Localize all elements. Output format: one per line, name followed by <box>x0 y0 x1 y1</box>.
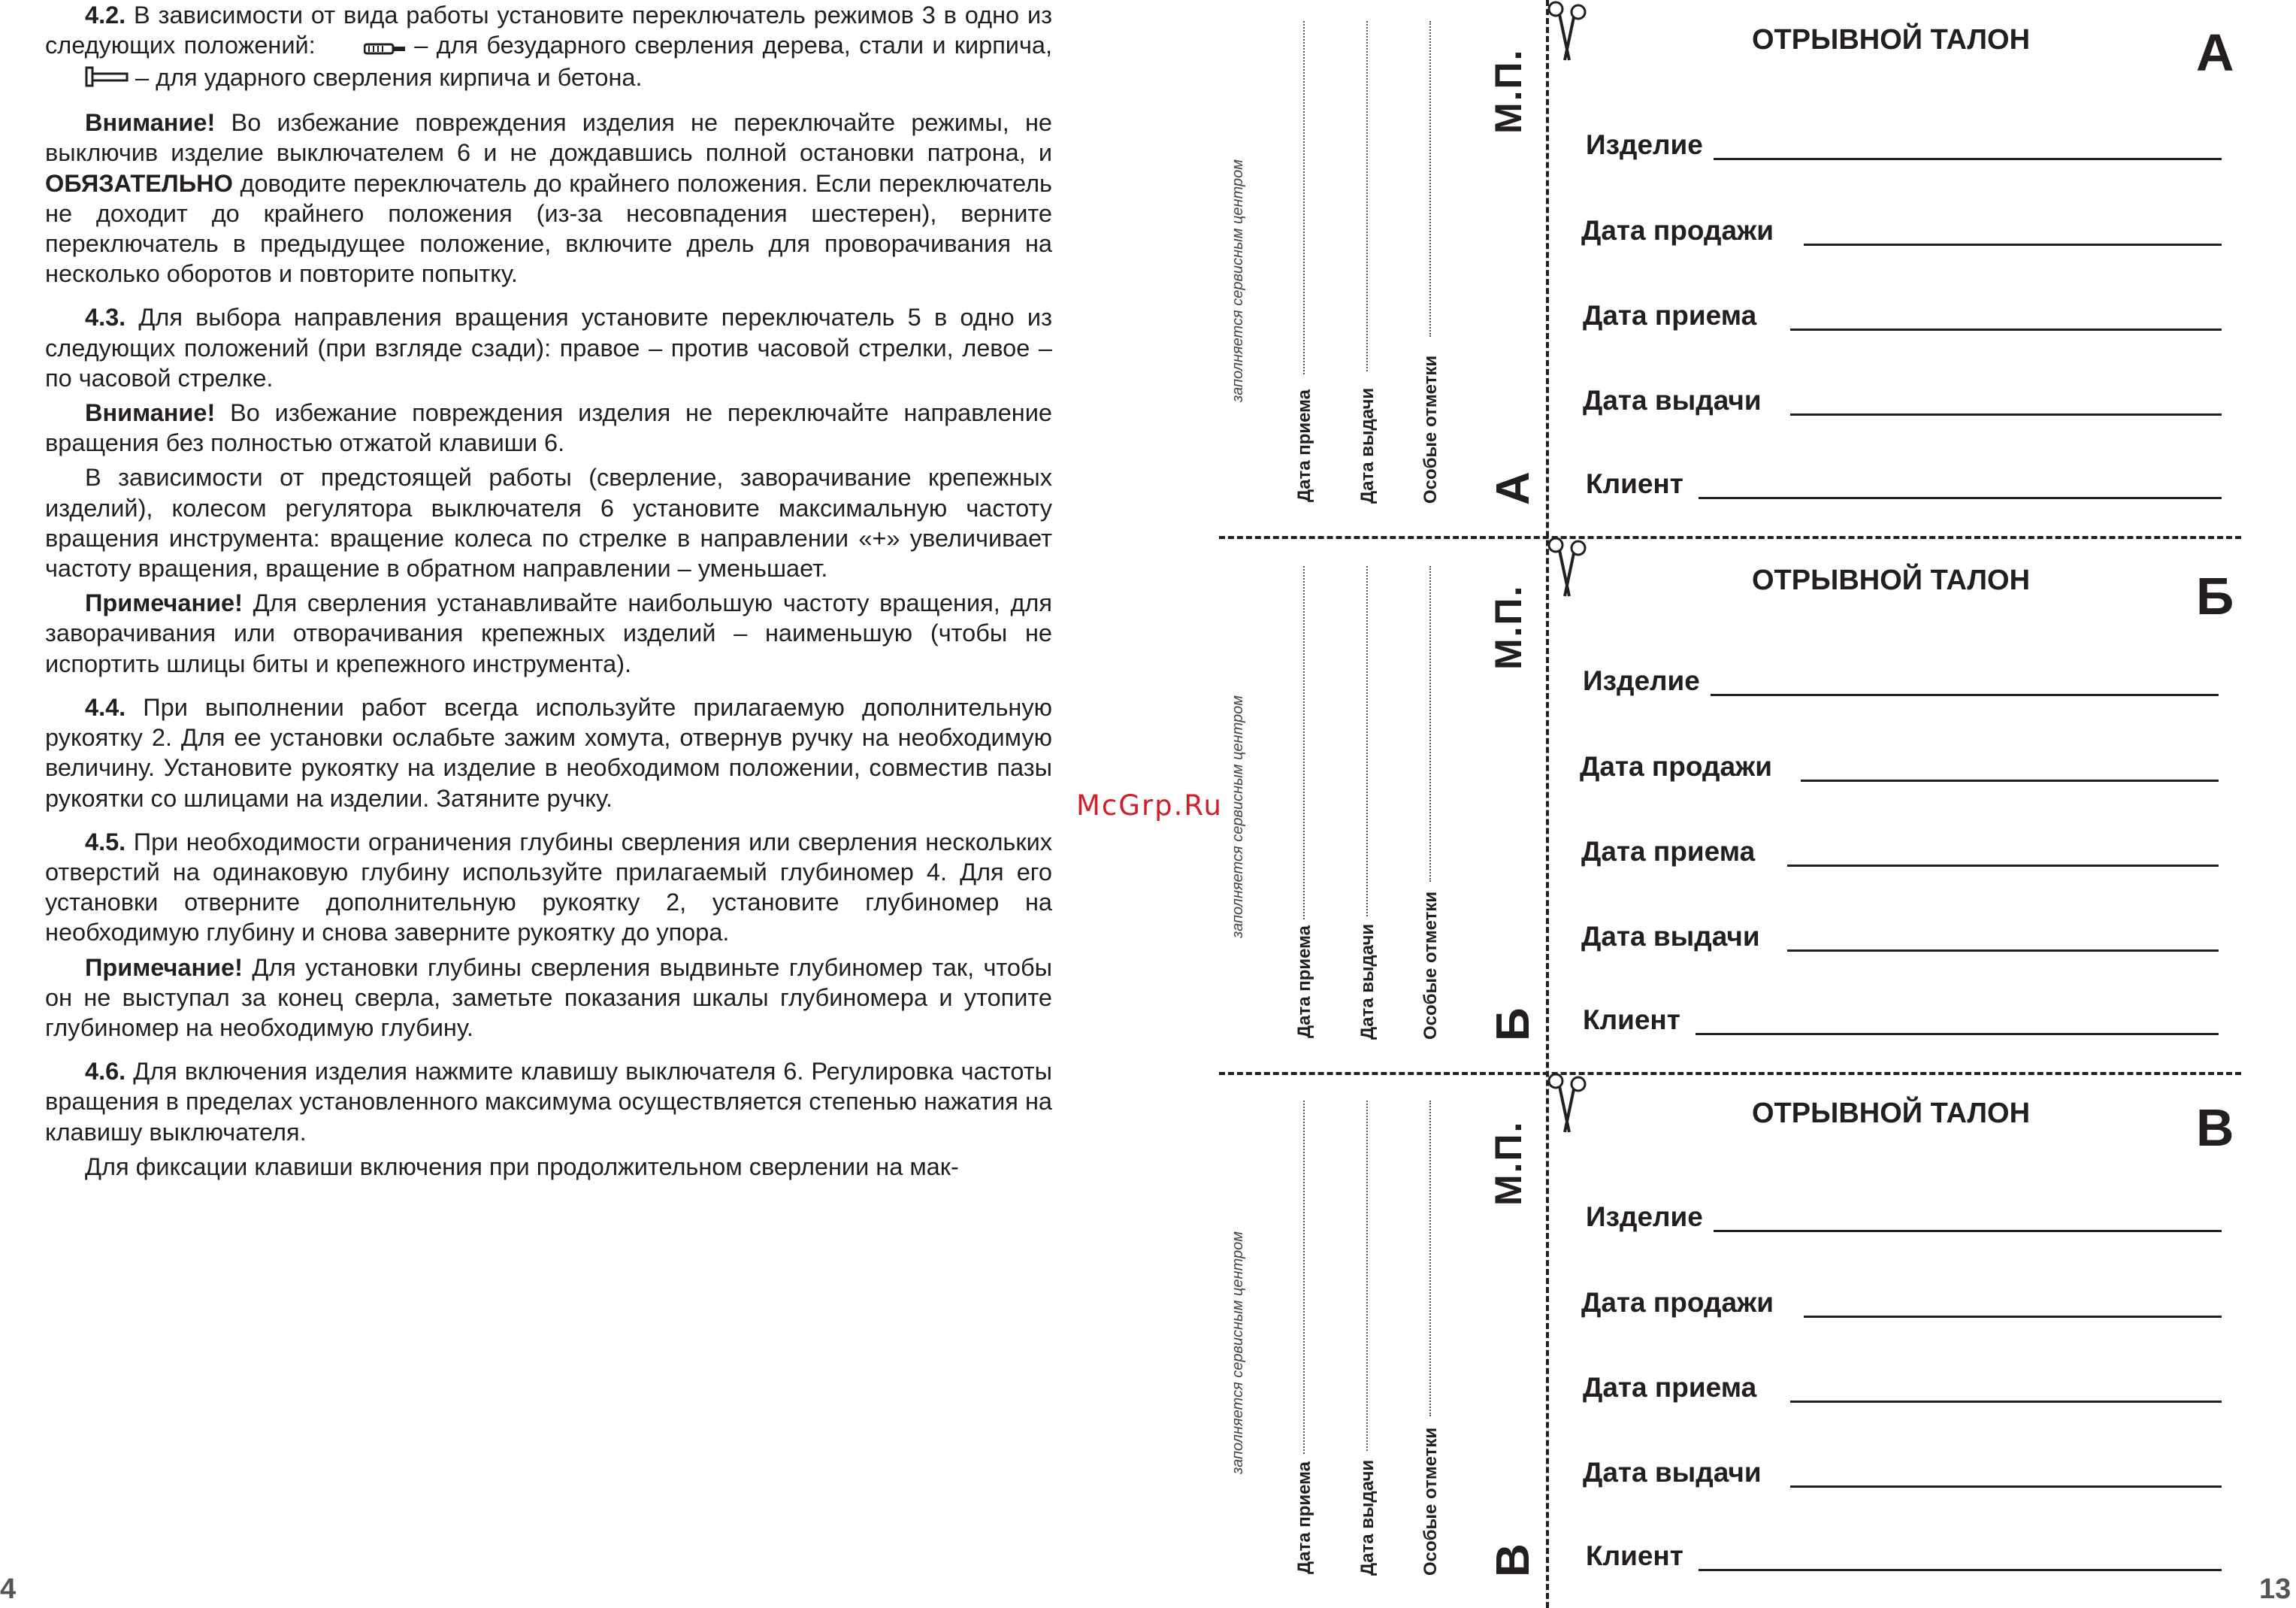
paragraph-text: Для выбора направления вращения установите переключатель 5 в одно из следующих положений (при взгляде сзади): правое – против часовой стрелки, левое – по часовой стрелке. <box>45 304 1052 392</box>
field-sale-date-label: Дата продажи <box>1581 1287 1774 1318</box>
page-number-right: 13 <box>2259 1573 2291 1605</box>
stub-receive-date: Дата приема <box>1294 1461 1314 1574</box>
stub-letter: А <box>1487 471 1539 505</box>
paragraph-note-2 <box>45 952 1052 1043</box>
field-receive-date-line <box>1787 865 2219 867</box>
section-number: 4.4. <box>85 693 126 721</box>
paragraph-text: Во избежание повреждения изделия не переключайте направление вращения без полностью отжатой клавиши 6. <box>45 399 1052 457</box>
stub-service-note: заполняется сервисным центром <box>1230 695 1246 938</box>
coupon-letter: А <box>2196 23 2234 82</box>
paragraph-lock <box>45 1152 1052 1182</box>
paragraph-note-1 <box>45 588 1052 679</box>
paragraph-4-2 <box>45 0 1052 94</box>
stamp-placeholder: М.П. <box>1487 1120 1529 1206</box>
note-label: Примечание! <box>85 589 243 617</box>
field-sale-date-line <box>1804 244 2222 246</box>
paragraph-text: доводите переключатель до крайнего положения. Если переключатель не доходит до крайнего положения (из-за несовпадения шестерен), верните переключатель в предыдущее положение, включите дрель для проворачивания на несколько оборотов и повторите попытку. <box>45 169 1052 288</box>
stub-receive-line <box>1303 566 1305 919</box>
stub-receive-date: Дата приема <box>1294 389 1314 502</box>
emphasis-text: ОБЯЗАТЕЛЬНО <box>45 169 233 197</box>
field-receive-date-label: Дата приема <box>1583 300 1757 331</box>
warning-label: Внимание! <box>85 399 216 427</box>
field-client-label: Клиент <box>1586 468 1683 499</box>
stub-remarks: Особые отметки <box>1420 891 1441 1040</box>
stub-issue-line <box>1366 1101 1368 1451</box>
coupon-a <box>1192 0 2296 536</box>
stamp-placeholder: М.П. <box>1487 48 1529 134</box>
coupon-v <box>1192 1072 2296 1608</box>
field-client-line <box>1699 497 2222 499</box>
page-number-left: 4 <box>0 1573 17 1605</box>
field-issue-date-line <box>1790 1485 2222 1488</box>
paragraph-text: Для включения изделия нажмите клавишу выключателя 6. Регулировка частоты вращения в пределах установленного максимума осуществляется степенью нажатия на клавишу выключателя. <box>45 1058 1052 1146</box>
field-client-label: Клиент <box>1583 1004 1680 1035</box>
field-receive-date-label: Дата приема <box>1581 836 1756 867</box>
stub-letter: Б <box>1487 1007 1539 1041</box>
field-sale-date-line <box>1804 1316 2222 1318</box>
paragraph-4-4 <box>45 692 1052 813</box>
field-receive-date-line <box>1790 1401 2222 1403</box>
stub-remarks-line <box>1429 566 1431 882</box>
paragraph-text: При выполнении работ всегда используйте прилагаемую дополнительную рукоятку 2. Для ее установки ослабьте зажим хомута, отвернув ручку на необходимую величину. Установите рукоятку на изделие в необходимом положении, совместив пазы рукоятки со шлицами на изделии. Затяните ручку. <box>45 693 1052 812</box>
paragraph-4-5 <box>45 827 1052 948</box>
field-product-label: Изделие <box>1583 665 1700 696</box>
stub-service-note: заполняется сервисным центром <box>1230 1231 1246 1474</box>
stub-issue-date: Дата выдачи <box>1357 923 1378 1040</box>
field-issue-date-line <box>1787 949 2219 952</box>
warning-label: Внимание! <box>85 109 216 137</box>
paragraph-text: Для установки глубины сверления выдвиньте глубиномер так, чтобы он не выступал за конец сверла, заметьте показания шкалы глубиномера и утопите глубиномер на необходимую глубину. <box>45 953 1052 1041</box>
stub-issue-date: Дата выдачи <box>1357 1459 1378 1576</box>
field-product-line <box>1711 694 2219 696</box>
coupon-b <box>1192 536 2296 1072</box>
field-product-label: Изделие <box>1586 1201 1703 1232</box>
paragraph-text: В зависимости от вида работы установите переключатель режимов 3 в одно из следующих положений: <box>45 2 1052 59</box>
watermark: McGrp.Ru <box>1076 789 1223 822</box>
field-client-label: Клиент <box>1586 1540 1683 1571</box>
stub-remarks-line <box>1429 21 1431 337</box>
section-number: 4.3. <box>85 304 126 332</box>
paragraph-text: Для сверления устанавливайте наибольшую частоту вращения, для заворачивания или отворачивания крепежных изделий – наименьшую (чтобы не испортить шлицы биты и крепежного инструмента). <box>45 589 1052 677</box>
field-product-line <box>1714 1230 2222 1232</box>
hammer-mode-icon <box>45 64 129 94</box>
coupon-letter: Б <box>2196 567 2234 625</box>
field-issue-date-line <box>1790 413 2222 416</box>
stub-receive-line <box>1303 1101 1305 1454</box>
paragraph-text: – для ударного сверления кирпича и бетона. <box>129 63 643 91</box>
paragraph-text: При необходимости ограничения глубины сверления или сверления нескольких отверстий на одинаковую глубину используйте прилагаемый глубиномер 4. Для его установки отверните дополнительную рукоятку 2, установите глубиномер на необходимую глубину и снова заверните рукоятку до упора. <box>45 828 1052 946</box>
field-sale-date-line <box>1801 780 2219 782</box>
paragraph-4-3 <box>45 302 1052 393</box>
field-receive-date-line <box>1790 329 2222 331</box>
field-sale-date-label: Дата продажи <box>1580 751 1773 782</box>
note-label: Примечание! <box>85 953 243 981</box>
field-client-line <box>1699 1569 2222 1571</box>
paragraph-4-6 <box>45 1056 1052 1147</box>
coupon-title: ОТРЫВНОЙ ТАЛОН <box>1752 24 2031 56</box>
stub-receive-date: Дата приема <box>1294 925 1314 1038</box>
manual-text-column <box>45 0 1052 1186</box>
stub-remarks-line <box>1429 1101 1431 1416</box>
paragraph-warning-1 <box>45 108 1052 289</box>
field-issue-date-label: Дата выдачи <box>1583 385 1762 416</box>
stub-receive-line <box>1303 21 1305 374</box>
paragraph-text: Для фиксации клавиши включения при продолжительном сверлении на мак- <box>85 1152 959 1180</box>
coupon-letter: В <box>2196 1098 2234 1157</box>
field-product-line <box>1714 158 2222 160</box>
stub-issue-line <box>1366 566 1368 916</box>
stub-issue-line <box>1366 21 1368 371</box>
coupon-title: ОТРЫВНОЙ ТАЛОН <box>1752 565 2031 596</box>
stamp-placeholder: М.П. <box>1487 584 1529 670</box>
paragraph-text: – для безударного сверления дерева, стали и кирпича, <box>405 32 1052 59</box>
section-number: 4.6. <box>85 1058 126 1086</box>
field-issue-date-label: Дата выдачи <box>1581 921 1760 952</box>
field-product-label: Изделие <box>1586 129 1703 160</box>
field-client-line <box>1696 1033 2219 1035</box>
stub-issue-date: Дата выдачи <box>1357 387 1378 504</box>
field-issue-date-label: Дата выдачи <box>1583 1457 1762 1488</box>
stub-letter: В <box>1487 1543 1539 1577</box>
paragraph-speed <box>45 462 1052 583</box>
stub-remarks: Особые отметки <box>1420 1427 1441 1576</box>
paragraph-warning-2 <box>45 398 1052 458</box>
coupon-title: ОТРЫВНОЙ ТАЛОН <box>1752 1098 2031 1129</box>
paragraph-text: В зависимости от предстоящей работы (сверление, заворачивание крепежных изделий), колесом регулятора выключателя 6 установите максимальную частоту вращения инструмента: вращение колеса по стрелке в направлении «+» увеличивает частоту вращения, вращение в обратном направлении – уменьшает. <box>45 464 1052 583</box>
stub-service-note: заполняется сервисным центром <box>1230 159 1246 402</box>
paragraph-text: Во избежание повреждения изделия не переключайте режимы, не выключив изделие выключателем 6 и не дождавшись полной остановки патрона, и <box>45 109 1052 167</box>
drill-mode-icon <box>324 32 406 62</box>
stub-remarks: Особые отметки <box>1420 355 1441 504</box>
field-sale-date-label: Дата продажи <box>1581 215 1774 246</box>
section-number: 4.5. <box>85 828 126 855</box>
section-number: 4.2. <box>85 2 126 29</box>
field-receive-date-label: Дата приема <box>1583 1372 1757 1403</box>
